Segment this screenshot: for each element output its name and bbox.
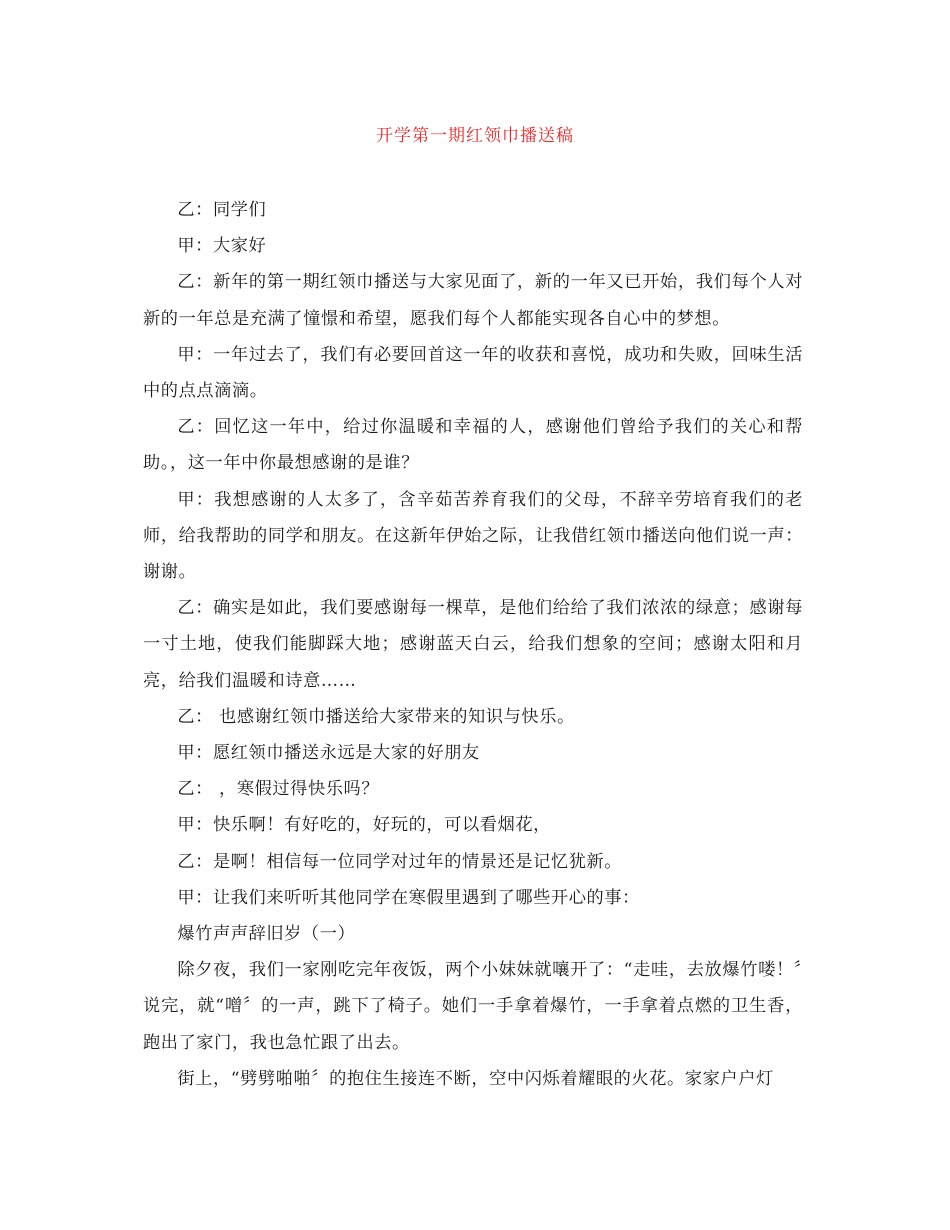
paragraph: 乙：新年的第一期红领巾播送与大家见面了，新的一年又已开始，我们每个人对新的一年总是充满了憧憬和希望，愿我们每个人都能实现各自心中的梦想。 xyxy=(143,272,803,329)
paragraph: 乙：同学们 xyxy=(177,200,267,220)
document-body xyxy=(143,192,803,1097)
document-title: 开学第一期红领巾播送稿 xyxy=(376,126,574,146)
paragraph: 乙：是啊！相信每一位同学对过年的情景还是记忆犹新。 xyxy=(177,851,623,872)
paragraph: 甲：大家好 xyxy=(177,236,267,257)
paragraph: 甲：愿红领巾播送永远是大家的好朋友 xyxy=(177,743,480,764)
paragraph: 甲：我想感谢的人太多了，含辛茹苦养育我们的父母，不辞辛劳培育我们的老师，给我帮助的同学和朋友。在这新年伊始之际，让我借红领巾播送向他们说一声：谢谢。 xyxy=(143,489,803,583)
paragraph: 除夕夜，我们一家刚吃完年夜饭，两个小妹妹就嚷开了：“走哇，去放爆竹喽！〞说完，就“噌〞的一声，跳下了椅子。她们一手拿着爆竹，一手拿着点燃的卫生香，跑出了家门，我也急忙跟了出去。 xyxy=(143,960,803,1053)
paragraph: 乙： 也感谢红领巾播送给大家带来的知识与快乐。 xyxy=(177,706,575,727)
paragraph: 甲：一年过去了，我们有必要回首这一年的收获和喜悦，成功和失败，回味生活中的点点滴滴。 xyxy=(143,344,803,402)
paragraph: 乙：确实是如此，我们要感谢每一棵草，是他们给给了我们浓浓的绿意；感谢每一寸土地，使我们能脚踩大地；感谢蓝天白云，给我们想象的空间；感谢太阳和月亮，给我们温暖和诗意…… xyxy=(143,598,803,691)
section-heading: 爆竹声声辞旧岁（一） xyxy=(177,924,356,945)
paragraph: 甲：让我们来听听其他同学在寒假里遇到了哪些开心的事： xyxy=(177,887,640,908)
paragraph: 乙： ，寒假过得快乐吗？ xyxy=(177,779,380,800)
paragraph: 甲：快乐啊！有好吃的，好玩的，可以看烟花， xyxy=(177,815,551,836)
paragraph: 乙：回忆这一年中，给过你温暖和幸福的人，感谢他们曾给予我们的关心和帮助。，这一年中你最想感谢的是谁？ xyxy=(143,417,803,474)
paragraph: 街上，“劈劈啪啪〞的抱住生接连不断，空中闪烁着耀眼的火花。家家户户灯 xyxy=(177,1068,774,1089)
